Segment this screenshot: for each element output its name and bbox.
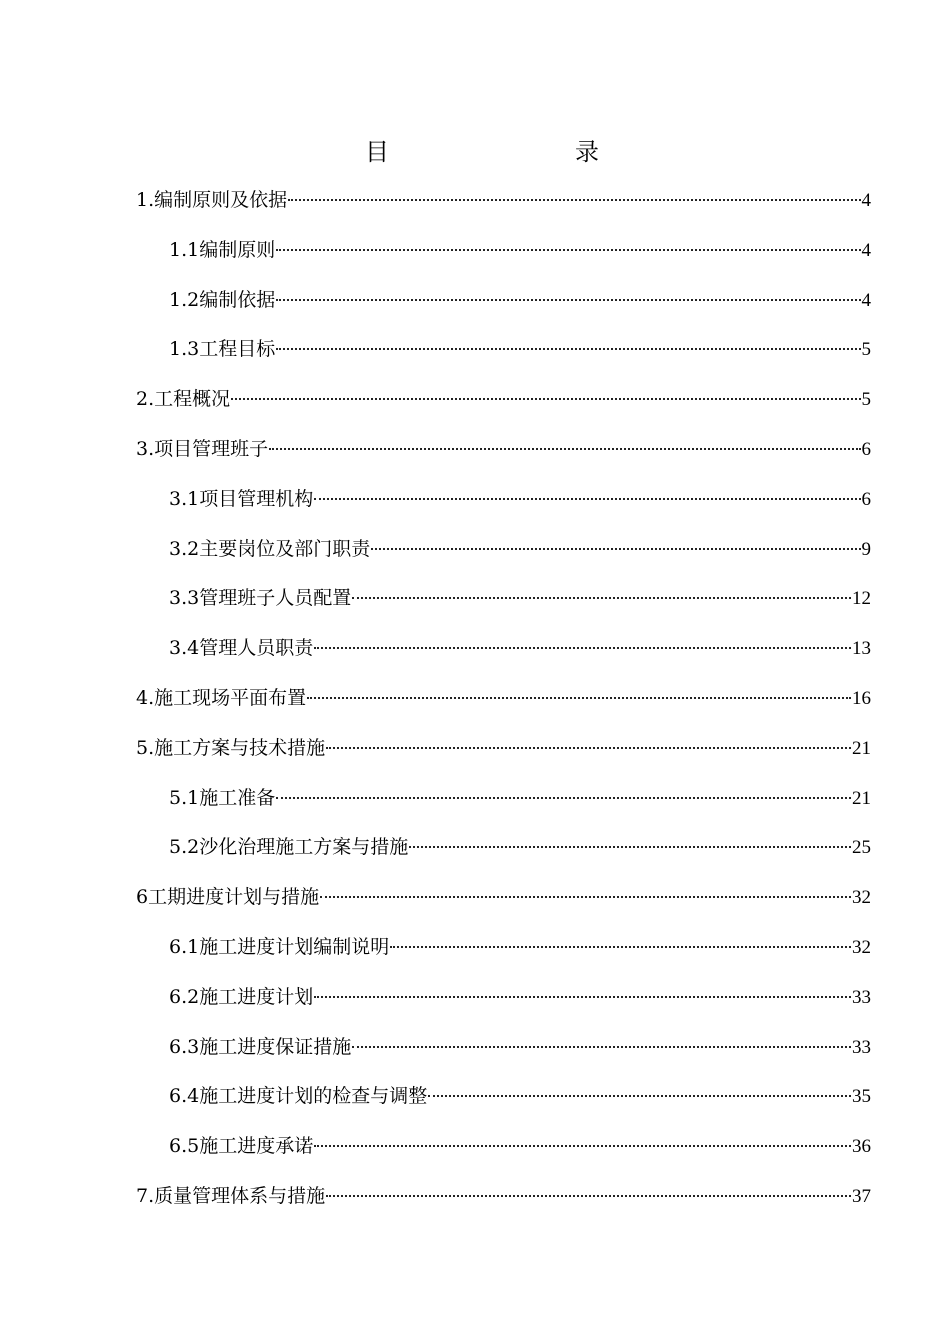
toc-entry[interactable] [136, 531, 871, 581]
toc-dot-leader [269, 448, 860, 450]
toc-page-number: 4 [861, 289, 871, 311]
toc-page-number: 36 [852, 1136, 871, 1158]
toc-entry-title: 6.3施工进度保证措施 [169, 1035, 352, 1058]
toc-entry-title: 5.施工方案与技术措施 [136, 736, 326, 759]
toc-entry-title: 1.3工程目标 [169, 338, 276, 361]
toc-entry[interactable] [136, 431, 871, 481]
toc-page-number: 13 [852, 638, 871, 660]
toc-entry[interactable] [136, 331, 871, 381]
toc-dot-leader [314, 996, 851, 998]
toc-dot-leader [314, 647, 851, 649]
toc-entry-title: 1.编制原则及依据 [136, 189, 288, 211]
toc-title: 目 录 [365, 138, 645, 166]
toc-entry-title: 5.2沙化治理施工方案与措施 [169, 836, 409, 859]
toc-page-number: 32 [852, 887, 871, 909]
toc-entry[interactable] [136, 1078, 871, 1128]
toc-dot-leader [276, 299, 860, 301]
toc-page-number: 21 [852, 737, 871, 759]
table-of-contents [136, 182, 871, 1228]
toc-entry-title: 2.工程概况 [136, 388, 231, 411]
toc-dot-leader [409, 846, 851, 848]
toc-page-number: 12 [852, 588, 871, 610]
toc-page-number: 37 [852, 1185, 871, 1207]
toc-dot-leader [352, 1046, 851, 1048]
toc-entry-title: 7.质量管理体系与措施 [136, 1184, 326, 1207]
toc-entry-title: 5.1施工准备 [169, 786, 276, 809]
toc-dot-leader [326, 1195, 851, 1197]
toc-page-number: 32 [852, 936, 871, 958]
toc-dot-leader [231, 398, 860, 400]
toc-entry-title: 6.2施工进度计划 [169, 985, 314, 1008]
toc-entry[interactable] [136, 580, 871, 630]
toc-entry-title: 1.1编制原则 [169, 238, 276, 261]
toc-entry[interactable] [136, 929, 871, 979]
toc-entry[interactable] [136, 182, 871, 232]
toc-entry[interactable] [136, 282, 871, 332]
toc-page-number: 4 [861, 239, 871, 261]
toc-entry-title: 3.项目管理班子 [136, 437, 269, 460]
toc-entry-title: 3.1项目管理机构 [169, 487, 314, 510]
toc-page-number: 33 [852, 986, 871, 1008]
toc-page-number: 5 [861, 339, 871, 361]
toc-page-number: 5 [861, 389, 871, 411]
toc-dot-leader [307, 697, 851, 699]
toc-entry-title: 3.3管理班子人员配置 [169, 587, 352, 610]
toc-page-number: 21 [852, 787, 871, 809]
toc-entry[interactable] [136, 481, 871, 531]
toc-dot-leader [314, 498, 860, 500]
toc-page-number: 4 [861, 190, 871, 211]
toc-entry[interactable] [136, 879, 871, 929]
toc-page-number: 6 [861, 488, 871, 510]
toc-entry-title: 4.施工现场平面布置 [136, 686, 307, 709]
toc-dot-leader [276, 249, 860, 251]
toc-entry-title: 3.4管理人员职责 [169, 637, 314, 660]
toc-entry[interactable] [136, 780, 871, 830]
toc-dot-leader [276, 348, 860, 350]
toc-entry[interactable] [136, 1029, 871, 1079]
toc-dot-leader [276, 797, 851, 799]
toc-entry-title: 6.4施工进度计划的检查与调整 [169, 1085, 428, 1108]
toc-entry[interactable] [136, 829, 871, 879]
toc-entry-title: 1.2编制依据 [169, 288, 276, 311]
toc-entry-title: 3.2主要岗位及部门职责 [169, 537, 371, 560]
toc-dot-leader [320, 896, 851, 898]
toc-entry[interactable] [136, 979, 871, 1029]
toc-dot-leader [326, 747, 851, 749]
toc-page-number: 9 [861, 538, 871, 560]
toc-dot-leader [371, 548, 860, 550]
toc-entry-title: 6.1施工进度计划编制说明 [169, 935, 390, 958]
toc-page-number: 25 [852, 837, 871, 859]
toc-entry[interactable] [136, 232, 871, 282]
toc-dot-leader [428, 1095, 851, 1097]
toc-entry[interactable] [136, 730, 871, 780]
toc-dot-leader [352, 597, 851, 599]
toc-page-number: 35 [852, 1086, 871, 1108]
toc-page-number: 33 [852, 1036, 871, 1058]
toc-entry[interactable] [136, 680, 871, 730]
toc-entry[interactable] [136, 381, 871, 431]
toc-entry[interactable] [136, 630, 871, 680]
toc-page-number: 6 [861, 438, 871, 460]
toc-entry[interactable] [136, 1128, 871, 1178]
toc-page-number: 16 [852, 687, 871, 709]
toc-dot-leader [314, 1145, 851, 1147]
toc-entry-title: 6工期进度计划与措施 [136, 886, 320, 909]
toc-entry-title: 6.5施工进度承诺 [169, 1135, 314, 1158]
toc-dot-leader [390, 946, 851, 948]
toc-entry[interactable] [136, 1178, 871, 1228]
toc-dot-leader [288, 199, 860, 201]
